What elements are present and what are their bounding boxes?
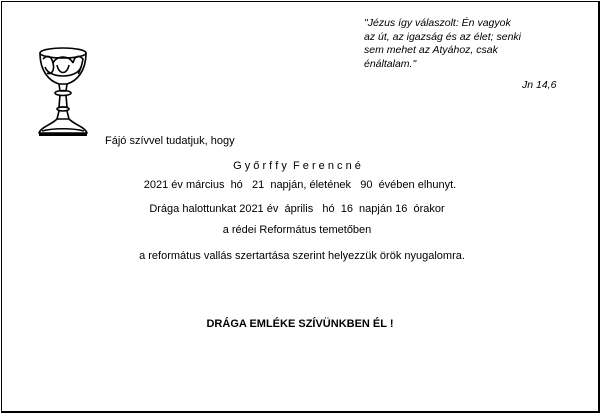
cemetery-text: a rédei Református temetőben [222, 224, 372, 236]
closing-text: DRÁGA EMLÉKE SZÍVÜNKBEN ÉL ! [206, 318, 394, 330]
quote-line: az út, az igazság és az élet; senki [364, 30, 522, 43]
chalice-icon [33, 45, 93, 140]
funeral-details: Drága halottunkat 2021 év április hó 16 napján 16 órakor [149, 203, 445, 215]
quote-line: "Jézus így válaszolt: Én vagyok [364, 17, 511, 29]
quote-reference: Jn 14,6 [522, 79, 557, 91]
death-details: 2021 év március hó 21 napján, életének 90 évében elhunyt. [143, 179, 457, 191]
intro-text: Fájó szívvel tudatjuk, hogy [105, 135, 235, 147]
quote-line: énáltalam." [364, 57, 417, 70]
quote-line: sem mehet az Atyához, csak [364, 44, 498, 56]
deceased-name: G y ő r f f y F e r e n c n é [233, 160, 361, 172]
bible-quote [364, 17, 564, 71]
rite-text: a református vallás szertartása szerint helyezzük örök nyugalomra. [139, 250, 465, 262]
